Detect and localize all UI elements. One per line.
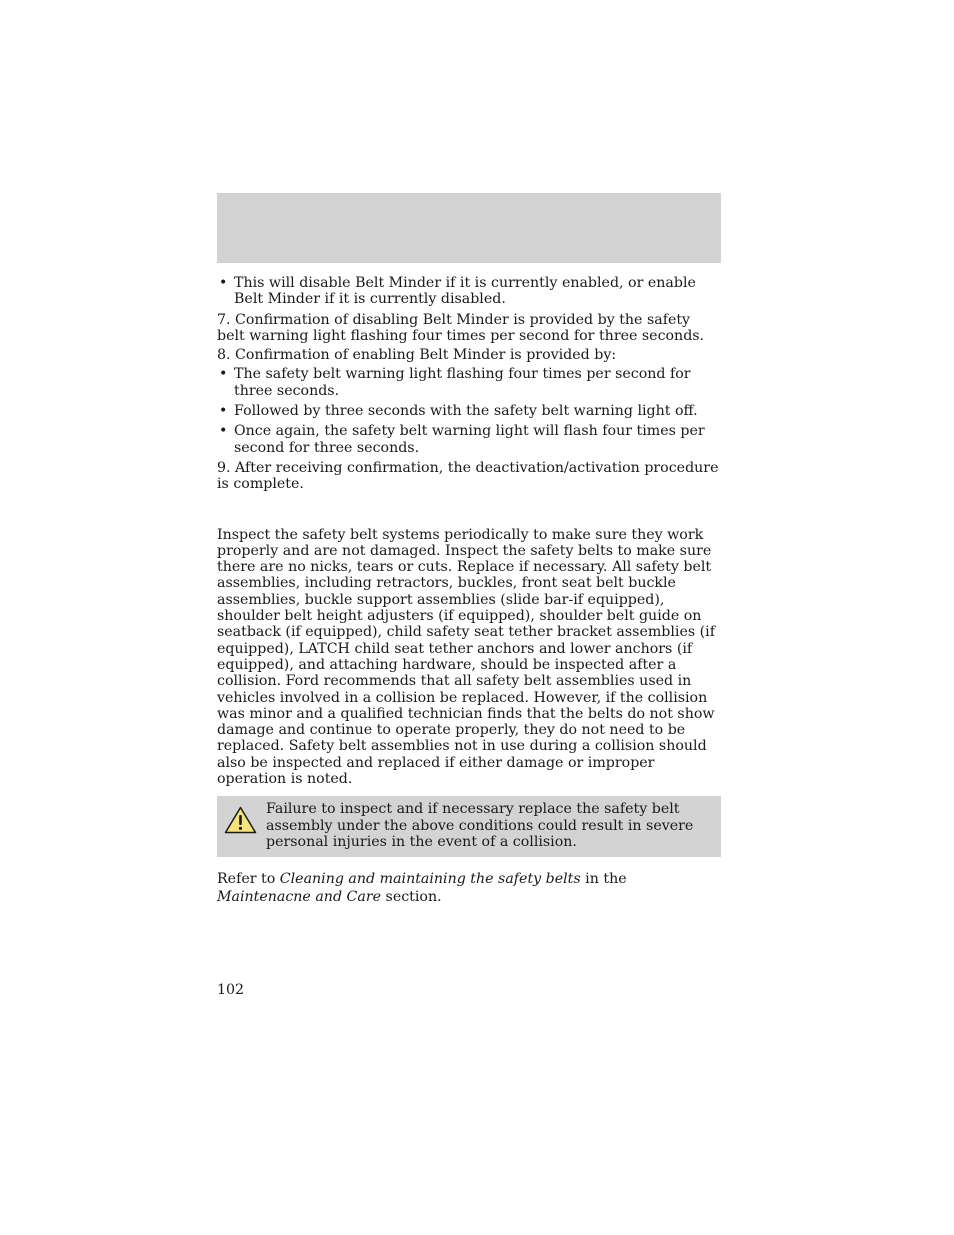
bullet-item xyxy=(217,366,721,399)
bullet-text: This will disable Belt Minder if it is currently enabled, or enable Belt Minder if it is currently disabled. xyxy=(234,275,696,308)
step-paragraph: 9. After receiving confirmation, the deactivation/activation procedure is complete. xyxy=(217,459,719,493)
warning-box xyxy=(217,796,721,857)
step-paragraph: 7. Confirmation of disabling Belt Minder is provided by the safety belt warning light flashing four times per second for three seconds. xyxy=(217,311,705,344)
bullet-text: Once again, the safety belt warning light will flash four times per second for three seconds. xyxy=(234,423,705,456)
refer-middle: in the xyxy=(580,871,627,888)
refer-suffix: section. xyxy=(381,888,442,905)
page-content xyxy=(217,275,721,906)
bullet-text: The safety belt warning light flashing four times per second for three seconds. xyxy=(234,366,691,399)
bullet-item xyxy=(217,275,721,308)
step-paragraph: 8. Confirmation of enabling Belt Minder is provided by: xyxy=(217,347,617,364)
inspection-paragraph: Inspect the safety belt systems periodically to make sure they work properly and are not damaged. Inspect the safety belts to make sure there are no nicks, tears or cuts. Replace if necessary. All safety belt assemblies, including retractors, buckles, front seat belt buckle assemblies, buckle support assemblies (slide bar-if equipped), shoulder belt height adjusters (if equipped), shoulder belt guide on seatback (if equipped), child safety seat tether bracket assemblies (if equipped), LATCH child seat tether anchors and lower anchors (if equipped), and attaching hardware, should be inspected after a collision. Ford recommends that all safety belt assemblies used in vehicles involved in a collision be replaced. However, if the collision was minor and a qualified technician finds that the belts do not show damage and continue to operate properly, they do not need to be replaced. Safety belt assemblies not in use during a collision should also be inspected and replaced if either damage or improper operation is noted. xyxy=(217,526,715,788)
warning-triangle-icon xyxy=(224,806,257,834)
bullet-dot: • xyxy=(219,403,228,420)
bullet-text: Followed by three seconds with the safety belt warning light off. xyxy=(234,403,698,420)
bullet-item xyxy=(217,403,721,419)
bullet-dot: • xyxy=(219,275,228,291)
refer-paragraph xyxy=(217,871,721,906)
warning-text: Failure to inspect and if necessary replace the safety belt assembly under the above conditions could result in severe personal injuries in the event of a collision. xyxy=(266,801,694,850)
refer-link-cleaning: Cleaning and maintaining the safety belts xyxy=(279,871,581,888)
section-header-band xyxy=(217,193,721,263)
bullet-item xyxy=(217,423,721,456)
section-gap xyxy=(217,496,721,527)
bullet-dot: • xyxy=(219,366,228,383)
bullet-dot: • xyxy=(219,423,228,440)
refer-link-maintenance: Maintenacne and Care xyxy=(217,888,382,905)
refer-prefix: Refer to xyxy=(217,871,280,888)
page-number: 102 xyxy=(217,982,245,998)
